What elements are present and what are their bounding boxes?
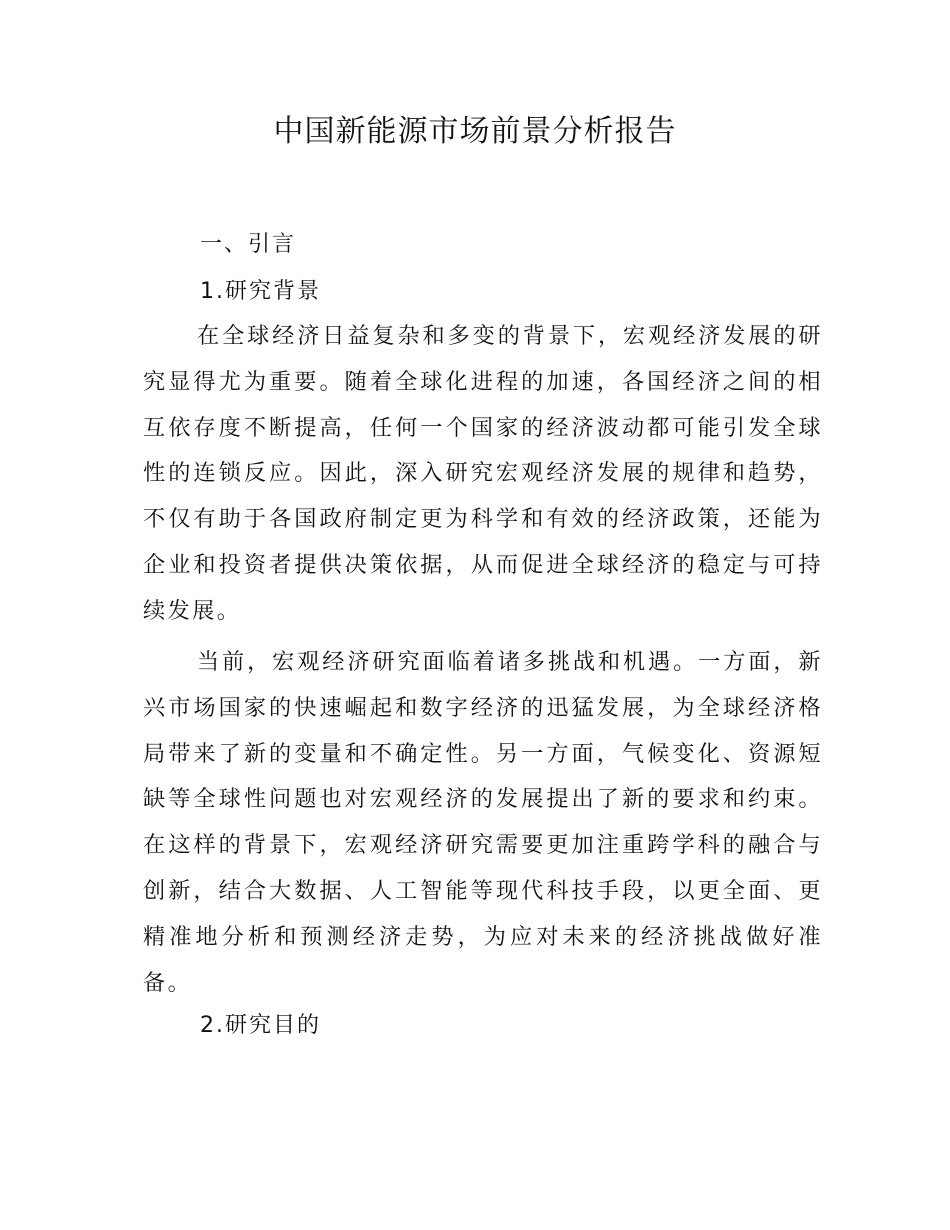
- document-title: 中国新能源市场前景分析报告: [273, 114, 677, 149]
- subsection-heading-research-purpose: 2.研究目的: [200, 1013, 321, 1038]
- paragraph-research-background-1: 在全球经济日益复杂和多变的背景下，宏观经济发展的研究显得尤为重要。随着全球化进程的加速，各国经济之间的相互依存度不断提高，任何一个国家的经济波动都可能引发全球性的连锁反应。因此，深入研究宏观经济发展的规律和趋势，不仅有助于各国政府制定更为科学和有效的经济政策，还能为企业和投资者提供决策依据，从而促进全球经济的稳定与可持续发展。: [143, 323, 823, 624]
- section-heading-introduction: 一、引言: [200, 232, 297, 257]
- paragraph-research-background-2: 当前，宏观经济研究面临着诸多挑战和机遇。一方面，新兴市场国家的快速崛起和数字经济的迅猛发展，为全球经济格局带来了新的变量和不确定性。另一方面，气候变化、资源短缺等全球性问题也对宏观经济的发展提出了新的要求和约束。在这样的背景下，宏观经济研究需要更加注重跨学科的融合与创新，结合大数据、人工智能等现代科技手段，以更全面、更精准地分析和预测经济走势，为应对未来的经济挑战做好准备。: [143, 649, 823, 996]
- subsection-heading-research-background: 1.研究背景: [200, 279, 321, 304]
